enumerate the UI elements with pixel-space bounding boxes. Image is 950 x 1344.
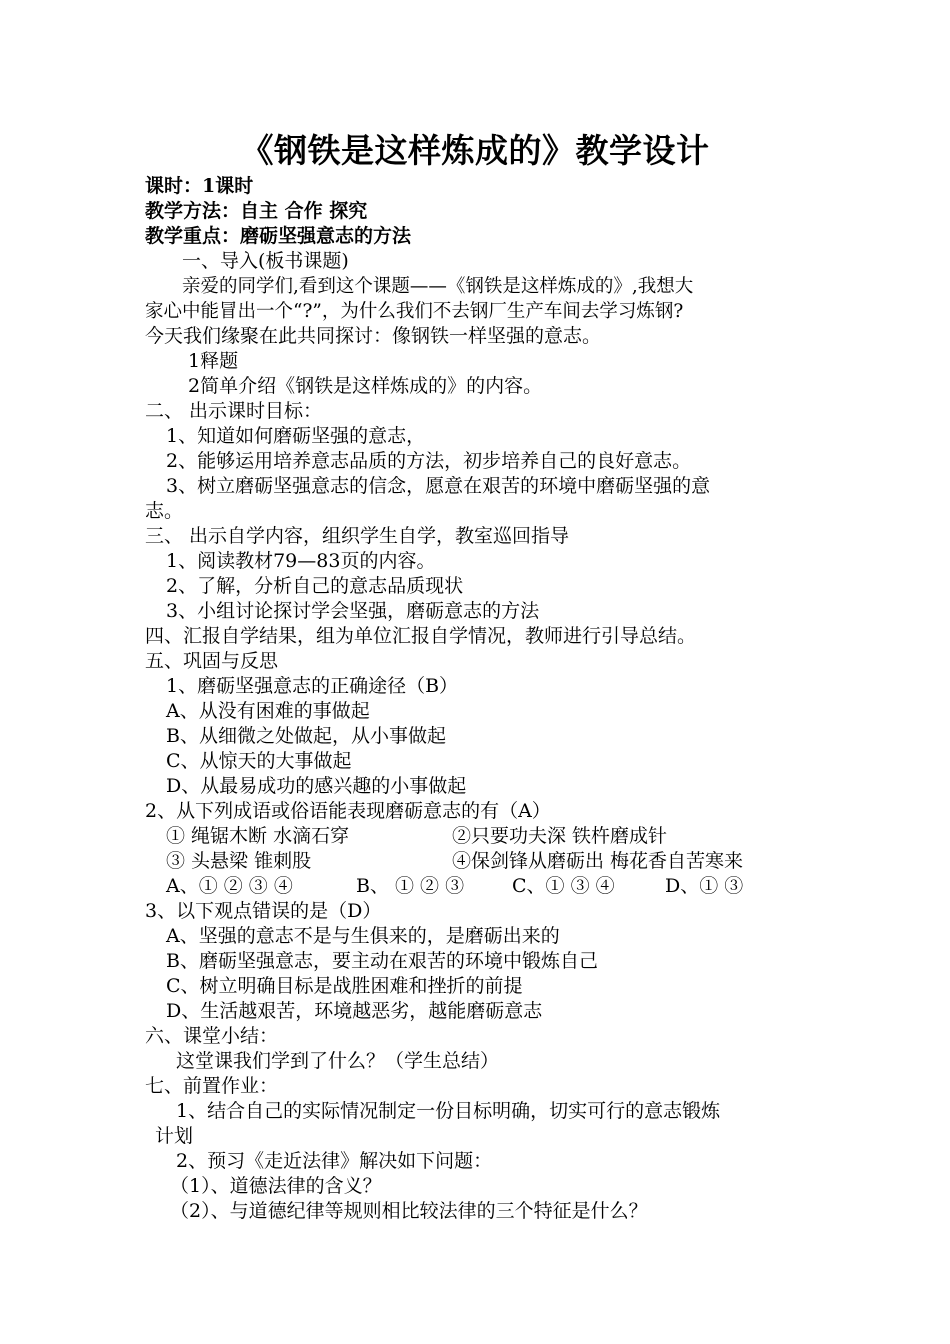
idiom-option: ④保剑锋从磨砺出 梅花香自苦寒来: [452, 850, 744, 872]
section-heading-summary: 六、课堂小结：: [145, 1025, 279, 1047]
answer-option: D、生活越艰苦，环境越恶劣，越能磨砺意志: [166, 1000, 543, 1022]
list-item: 2、了解，分析自己的意志品质现状: [166, 575, 464, 597]
section-heading-intro: 一、导入(板书课题): [182, 250, 349, 272]
answer-option: C、从惊天的大事做起: [166, 750, 352, 772]
paragraph-line: 家心中能冒出一个“?”，为什么我们不去钢厂生产车间去学习炼钢?: [145, 301, 684, 322]
meta-class-hours: 课时：1课时: [145, 175, 254, 197]
section-heading-review: 五、巩固与反思: [145, 650, 279, 672]
answer-option: C、① ③ ④: [512, 875, 615, 897]
list-item: 1、阅读教材79—83页的内容。: [166, 550, 436, 572]
answer-option: B、从细微之处做起，从小事做起: [166, 725, 446, 747]
question: 1、磨砺坚强意志的正确途径（B）: [166, 675, 459, 697]
list-item: 1释题: [188, 350, 239, 372]
sub-question: （2）、与道德纪律等规则相比较法律的三个特征是什么？: [170, 1200, 648, 1222]
section-heading-self-study: 三、 出示自学内容，组织学生自学，教室巡回指导: [145, 525, 570, 547]
list-item: 2、预习《走近法律》解决如下问题：: [176, 1150, 493, 1172]
answer-option: B、磨砺坚强意志，要主动在艰苦的环境中锻炼自己: [166, 950, 598, 972]
list-item: 2简单介绍《钢铁是这样炼成的》的内容。: [188, 375, 543, 397]
idiom-option: ②只要功夫深 铁杵磨成针: [452, 825, 668, 847]
idiom-option: ③ 头悬梁 锥刺股: [166, 850, 312, 872]
sub-question: （1）、道德法律的含义？: [170, 1175, 382, 1197]
section-heading-report: 四、汇报自学结果，组为单位汇报自学情况，教师进行引导总结。: [145, 625, 697, 647]
list-item-continuation: 计划: [155, 1125, 194, 1147]
section-heading-goals: 二、 出示课时目标：: [145, 400, 323, 422]
list-item: 1、知道如何磨砺坚强的意志，: [166, 425, 426, 447]
paragraph-line: 这堂课我们学到了什么？（学生总结）: [176, 1050, 500, 1072]
idiom-option: ① 绳锯木断 水滴石穿: [166, 825, 350, 847]
question: 2、从下列成语或俗语能表现磨砺意志的有（A）: [145, 800, 551, 822]
answer-option: A、坚强的意志不是与生俱来的，是磨砺出来的: [166, 925, 560, 947]
section-heading-homework: 七、前置作业：: [145, 1075, 279, 1097]
answer-option: C、树立明确目标是战胜困难和挫折的前提: [166, 975, 523, 997]
list-item: 2、能够运用培养意志品质的方法，初步培养自己的良好意志。: [166, 450, 692, 472]
answer-option: A、① ② ③ ④: [166, 875, 293, 897]
list-item: 3、小组讨论探讨学会坚强，磨砺意志的方法: [166, 600, 540, 622]
paragraph-line: 亲爱的同学们,看到这个课题——《钢铁是这样炼成的》,我想大: [182, 276, 694, 297]
list-item: 1、结合自己的实际情况制定一份目标明确，切实可行的意志锻炼: [176, 1100, 721, 1122]
answer-option: A、从没有困难的事做起: [166, 700, 370, 722]
meta-teaching-method: 教学方法：自主 合作 探究: [145, 200, 368, 222]
meta-teaching-focus: 教学重点：磨砺坚强意志的方法: [145, 225, 412, 247]
answer-option: D、① ③: [665, 875, 744, 897]
answer-option: B、 ① ② ③: [356, 875, 465, 897]
question: 3、以下观点错误的是（D）: [145, 900, 382, 922]
list-item-continuation: 志。: [145, 500, 184, 522]
list-item: 3、树立磨砺坚强意志的信念，愿意在艰苦的环境中磨砺坚强的意: [166, 475, 711, 497]
answer-option: D、从最易成功的感兴趣的小事做起: [166, 775, 467, 797]
document-title: 《钢铁是这样炼成的》教学设计: [240, 131, 710, 170]
paragraph-line: 今天我们缘聚在此共同探讨：像钢铁一样坚强的意志。: [145, 325, 602, 347]
